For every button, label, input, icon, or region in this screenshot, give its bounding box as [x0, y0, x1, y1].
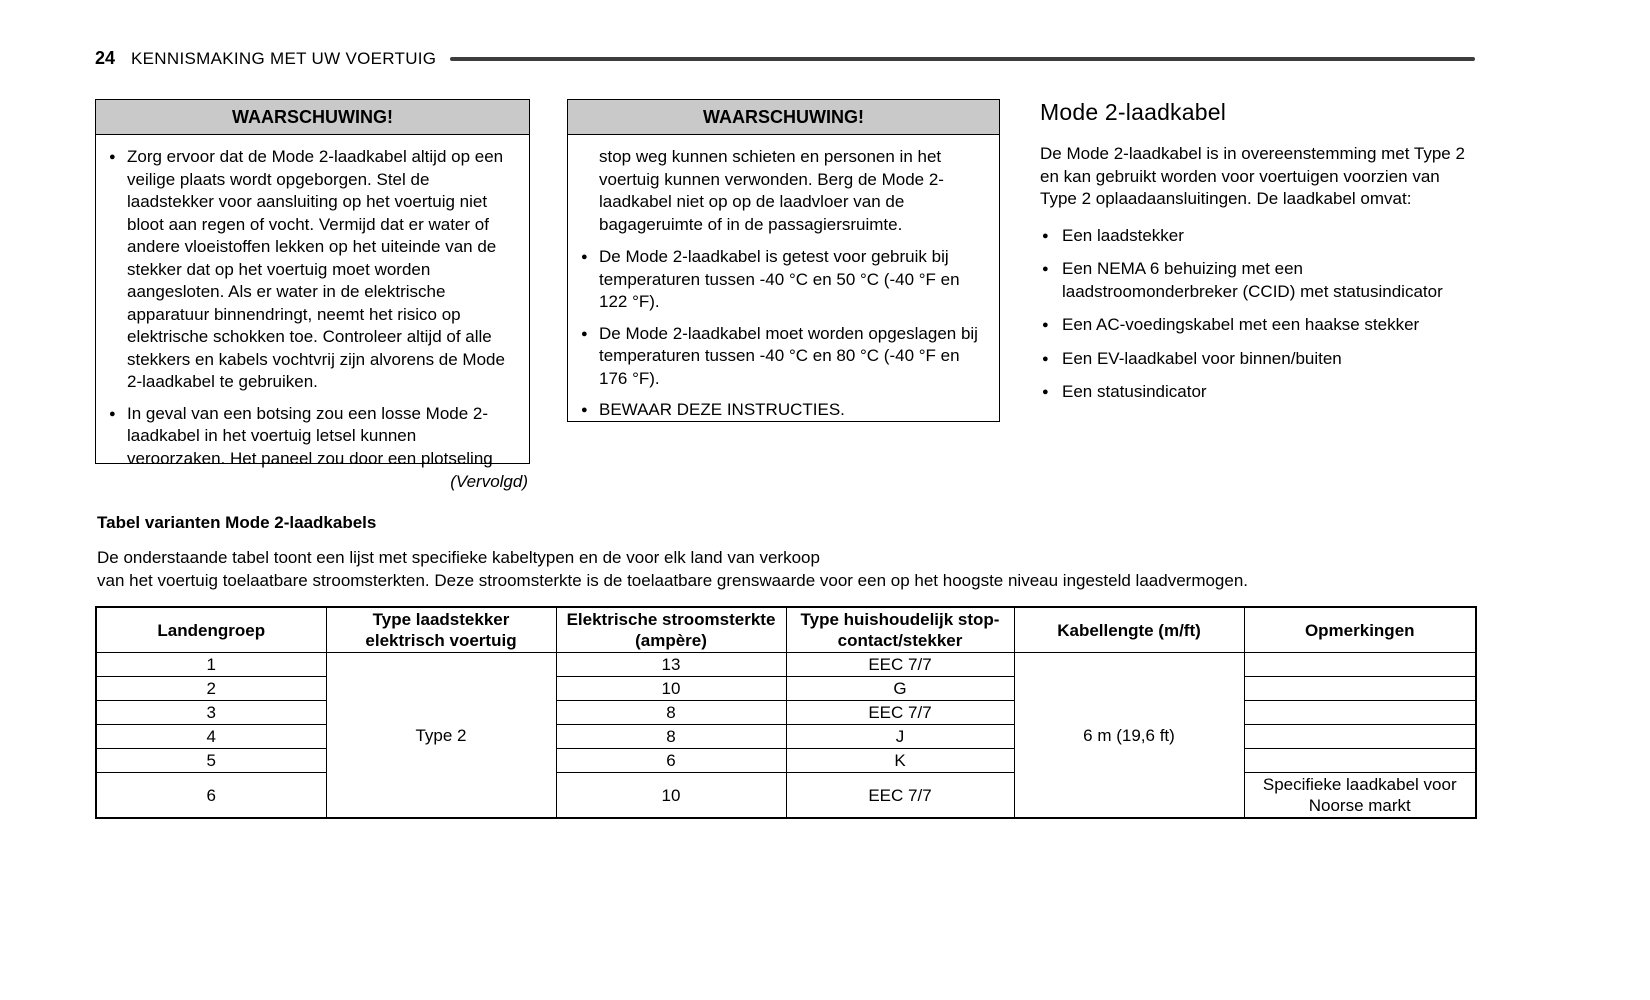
mode2-section [1040, 99, 1475, 415]
cell-remarks [1244, 749, 1476, 773]
feature-list [1040, 225, 1475, 404]
table-row [96, 653, 1476, 677]
cell-amperage: 10 [556, 677, 786, 701]
header-rule [450, 57, 1475, 61]
table-heading: Tabel varianten Mode 2-laadkabels [97, 513, 377, 532]
cell-group: 1 [96, 653, 326, 677]
variants-table [95, 606, 1477, 819]
table-row [96, 773, 1476, 819]
cell-socket: EEC 7/7 [786, 773, 1014, 819]
feature-item: ● Een laadstekker [1040, 225, 1475, 248]
cell-group: 3 [96, 701, 326, 725]
feature-item: ● Een statusindicator [1040, 381, 1475, 404]
cell-amperage: 8 [556, 701, 786, 725]
running-header [95, 48, 1475, 69]
col-header-amperage: Elektrische stroomsterkte (ampère) [556, 607, 786, 653]
section-title: Mode 2-laadkabel [1040, 99, 1227, 125]
col-header-remarks: Opmerkingen [1244, 607, 1476, 653]
cell-group: 5 [96, 749, 326, 773]
column-warning-2 [567, 99, 1000, 422]
section-intro: De Mode 2-laadkabel is in overeenstemming met Type 2 en kan gebruikt worden voor voertuigen voorzien van Type 2 oplaadaansluitingen. De laadkabel omvat: [1040, 144, 1465, 208]
cell-amperage: 13 [556, 653, 786, 677]
table-intro-line-1: De onderstaande tabel toont een lijst met specifieke kabeltypen en de voor elk land van verkoop [97, 548, 820, 567]
warning-body [96, 135, 529, 489]
warning-bullet: ● BEWAAR DEZE INSTRUCTIES. [579, 399, 987, 422]
table-row [96, 701, 1476, 725]
warning-bullet-list [579, 246, 987, 422]
table-row [96, 677, 1476, 701]
cell-connector-type: Type 2 [326, 653, 556, 819]
table-header-row [96, 607, 1476, 653]
col-header-length: Kabellengte (m/ft) [1014, 607, 1244, 653]
table-row [96, 749, 1476, 773]
warning-bullet: ● De Mode 2-laadkabel is getest voor gebruik bij temperaturen tussen -40 °C en 50 °C (-40 °F en 122 °F). [579, 246, 987, 314]
feature-item: ● Een EV-laadkabel voor binnen/buiten [1040, 348, 1475, 371]
cell-remarks [1244, 701, 1476, 725]
cell-remarks [1244, 725, 1476, 749]
feature-item: ● Een NEMA 6 behuizing met een laadstroomonderbreker (CCID) met statusindicator [1040, 258, 1475, 303]
warning-continuation-text: stop weg kunnen schieten en personen in het voertuig kunnen verwonden. Berg de Mode 2-laadkabel niet op op de laadvloer van de bagageruimte of in de passagiersruimte. [599, 147, 944, 234]
warning-title: WAARSCHUWING! [568, 100, 999, 135]
warning-bullet: ● Zorg ervoor dat de Mode 2-laadkabel altijd op een veilige plaats wordt opgeborgen. Stel de laadstekker voor aansluiting op het voertuig niet bloot aan regen of vocht. Vermijd dat er water of andere vloeistoffen lekken op het uiteinde van de stekker dat op het voertuig moet worden aangesloten. Als er water in de elektrische apparatuur binnendringt, neemt het risico op elektrische schokken toe. Controleer altijd of alle stekkers en kabels vochtvrij zijn alvorens de Mode 2-laadkabel te gebruiken. [107, 146, 517, 394]
cell-group: 2 [96, 677, 326, 701]
warning-bullet: ● In geval van een botsing zou een losse Mode 2-laadkabel in het voertuig letsel kunnen veroorzaken. Het paneel zou door een plotseling [107, 403, 517, 471]
cell-socket: K [786, 749, 1014, 773]
page-header-title: KENNISMAKING MET UW VOERTUIG [131, 48, 437, 68]
warning-box-1 [95, 99, 530, 468]
warning-box-2 [567, 99, 1000, 422]
cell-group: 6 [96, 773, 326, 819]
cell-socket: EEC 7/7 [786, 653, 1014, 677]
cell-socket: J [786, 725, 1014, 749]
feature-item: ● Een AC-voedingskabel met een haakse stekker [1040, 314, 1475, 337]
cell-amperage: 6 [556, 749, 786, 773]
cell-amperage: 8 [556, 725, 786, 749]
column-warning-1 [95, 99, 530, 492]
continued-label: (Vervolgd) [450, 472, 528, 491]
cell-remarks: Specifieke laadkabel voor Noorse markt [1244, 773, 1476, 819]
cell-amperage: 10 [556, 773, 786, 819]
page-content [95, 0, 1475, 819]
cell-socket: EEC 7/7 [786, 701, 1014, 725]
warning-bullet-list [107, 146, 517, 470]
col-header-connector: Type laadstekker elektrisch voertuig [326, 607, 556, 653]
cell-group: 4 [96, 725, 326, 749]
content-columns [95, 99, 1475, 492]
col-header-landengroep: Landengroep [96, 607, 326, 653]
warning-bullet: ● De Mode 2-laadkabel moet worden opgeslagen bij temperaturen tussen -40 °C en 80 °C (-40 °F en 176 °F). [579, 323, 987, 391]
col-header-socket: Type huishoudelijk stop-contact/stekker [786, 607, 1014, 653]
table-intro [97, 546, 1475, 592]
cell-socket: G [786, 677, 1014, 701]
table-row [96, 725, 1476, 749]
page-number: 24 [95, 48, 116, 68]
cell-remarks [1244, 653, 1476, 677]
cell-remarks [1244, 677, 1476, 701]
warning-body [568, 135, 999, 441]
warning-title: WAARSCHUWING! [96, 100, 529, 135]
table-intro-line-2: van het voertuig toelaatbare stroomsterkten. Deze stroomsterkte is de toelaatbare grenswaarde voor een op het hoogste niveau ingesteld laadvermogen. [97, 571, 1249, 590]
cell-cable-length: 6 m (19,6 ft) [1014, 653, 1244, 819]
